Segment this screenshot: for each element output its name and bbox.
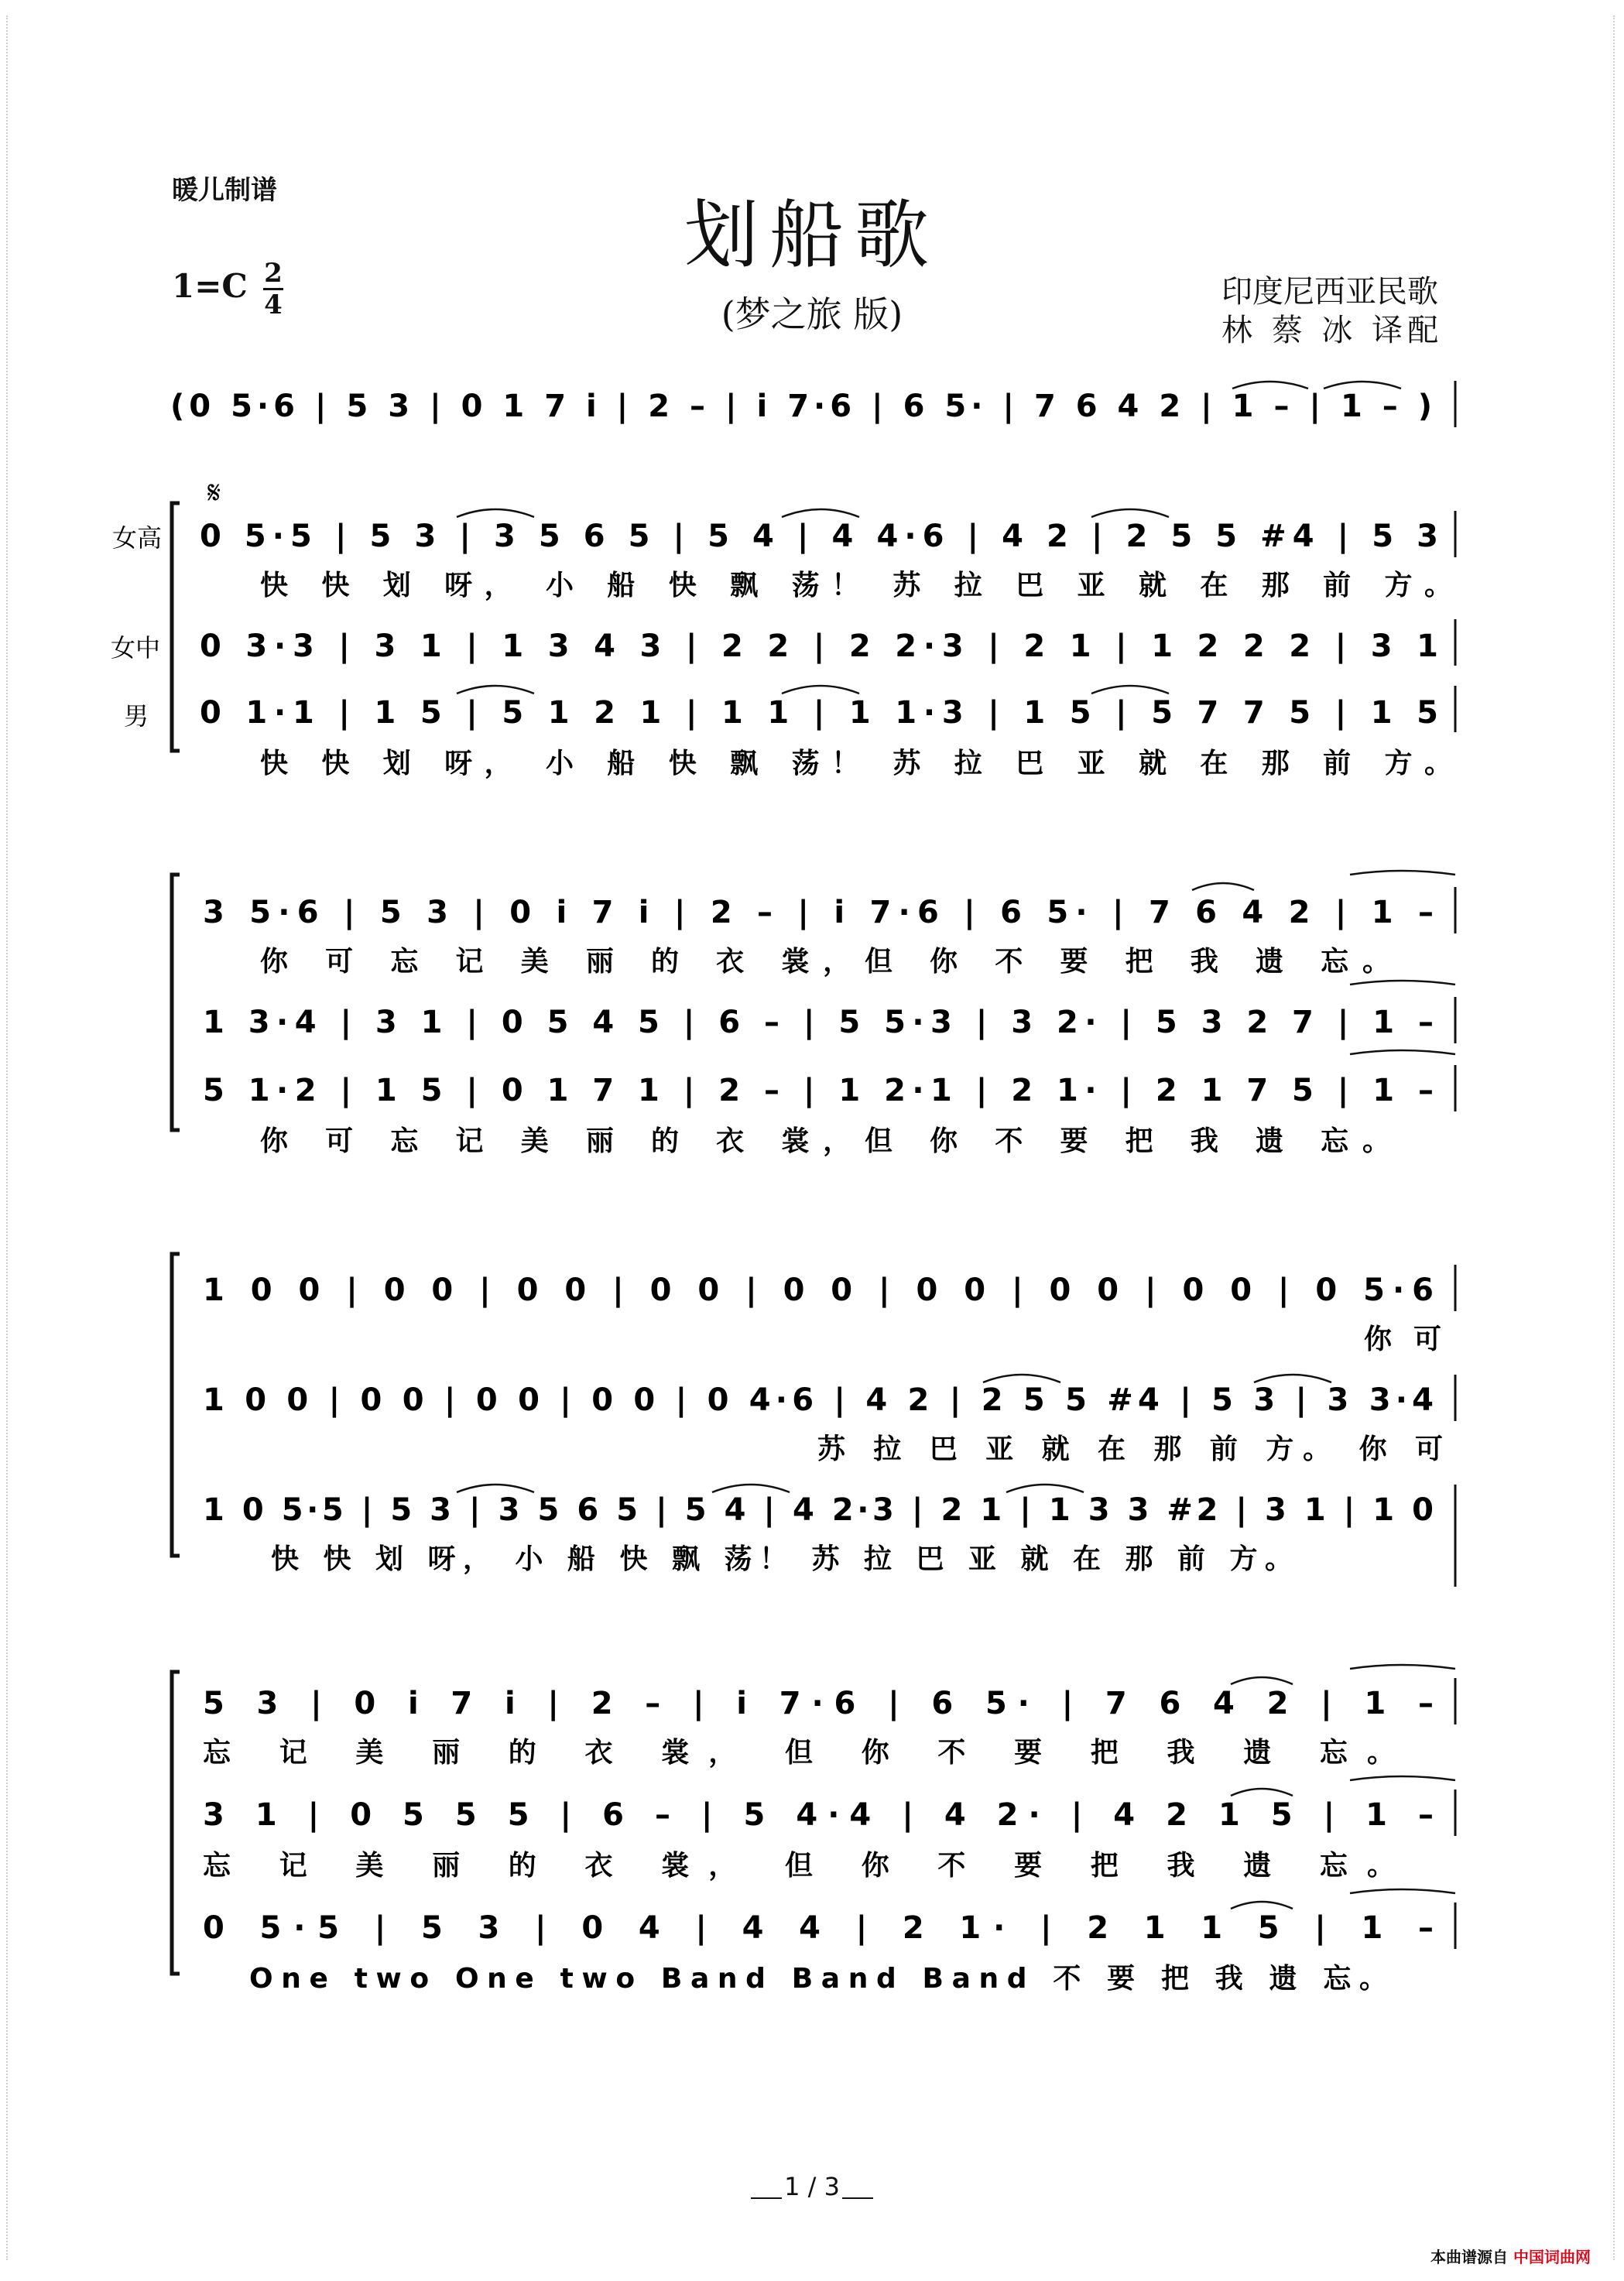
song-subtitle: (梦之旅 版)	[721, 293, 903, 335]
time-signature-top: 2	[264, 258, 283, 289]
sys3-male-lyrics: 快 快 划 呀， 小 船 快 飘 荡！ 苏 拉 巴 亚 就 在 那 前 方。	[271, 1543, 1293, 1575]
part-label-male: 男	[124, 701, 149, 731]
sys4-male-notes: 0 5·5 | 5 3 | 0 4 | 4 4 | 2 1· | 2 1 1 5 | 1 –	[203, 1910, 1434, 1946]
sys2-male-lyrics: 你 可 忘 记 美 丽 的 衣 裳，但 你 不 要 把 我 遗 忘。	[260, 1125, 1391, 1157]
translator-arranger: 林 蔡 冰 译配	[1221, 313, 1444, 348]
system-1	[111, 475, 1455, 779]
sys3-soprano-lyrics: 你 可	[1364, 1324, 1441, 1355]
system-3	[172, 1254, 1455, 1587]
sys4-alto-lyrics: 忘 记 美 丽 的 衣 裳， 但 你 不 要 把 我 遗 忘。	[203, 1850, 1395, 1882]
sys1-male-notes: 0 1·1 | 1 5 | 5 1 2 1 | 1 1 | 1 1·3 | 1 5 | 5 7 7 5 | 1 5	[200, 695, 1439, 731]
transcriber-credit: 暖儿制谱	[172, 175, 277, 206]
sys3-alto-lyrics: 苏 拉 巴 亚 就 在 那 前 方。 你 可	[817, 1433, 1443, 1465]
sys1-male-lyrics: 快 快 划 呀， 小 船 快 飘 荡！ 苏 拉 巴 亚 就 在 那 前 方。	[260, 748, 1452, 779]
sys4-soprano-notes: 5 3 | 0 i 7 i | 2 – | i 7·6 | 6 5· | 7 6 4 2 | 1 –	[203, 1686, 1434, 1721]
part-label-soprano: 女高	[112, 523, 163, 553]
source-credit	[1430, 2245, 1591, 2267]
sys2-soprano-notes: 3 5·6 | 5 3 | 0 i 7 i | 2 – | i 7·6 | 6 5· | 7 6 4 2 | 1 –	[203, 895, 1434, 930]
system-4	[172, 1665, 1455, 1995]
sys4-male-lyrics: One two One two Band Band Band 不 要 把 我 遗 忘。	[249, 1963, 1387, 1995]
segno-sign: 𝄋	[207, 475, 221, 511]
system-intro	[170, 381, 1455, 427]
song-origin: 印度尼西亚民歌	[1221, 274, 1438, 310]
sys1-soprano-lyrics: 快 快 划 呀， 小 船 快 飘 荡！ 苏 拉 巴 亚 就 在 那 前 方。	[260, 570, 1452, 601]
sys3-alto-notes: 1 0 0 | 0 0 | 0 0 | 0 0 | 0 4·6 | 4 2 | 2 5 5 #4 | 5 3 | 3 3·4	[203, 1382, 1434, 1418]
sys2-soprano-lyrics: 你 可 忘 记 美 丽 的 衣 裳，但 你 不 要 把 我 遗 忘。	[260, 946, 1391, 978]
sys4-soprano-lyrics: 忘 记 美 丽 的 衣 裳， 但 你 不 要 把 我 遗 忘。	[203, 1737, 1395, 1769]
sys4-alto-notes: 3 1 | 0 5 5 5 | 6 – | 5 4·4 | 4 2· | 4 2 1 5 | 1 –	[203, 1797, 1434, 1833]
page-number: 1 / 3	[784, 2172, 840, 2201]
sys2-alto-notes: 1 3·4 | 3 1 | 0 5 4 5 | 6 – | 5 5·3 | 3 2· | 5 3 2 7 | 1 –	[203, 1005, 1434, 1040]
sys2-male-notes: 5 1·2 | 1 5 | 0 1 7 1 | 2 – | 1 2·1 | 2 1· | 2 1 7 5 | 1 –	[203, 1073, 1434, 1108]
time-signature-bottom: 4	[264, 289, 283, 320]
sys3-male-notes: 1 0 5·5 | 5 3 | 3 5 6 5 | 5 4 | 4 2·3 | 2 1 | 1 3 3 #2 | 3 1 | 1 0	[203, 1492, 1434, 1528]
intro-line: (0 5·6 | 5 3 | 0 1 7 i | 2 – | i 7·6 | 6 5· | 7 6 4 2 | 1 – | 1 – )	[170, 389, 1432, 424]
part-label-alto: 女中	[111, 633, 161, 663]
source-site-link[interactable]: 中国词曲网	[1513, 2248, 1591, 2266]
sys1-alto-notes: 0 3·3 | 3 1 | 1 3 4 3 | 2 2 | 2 2·3 | 2 1 | 1 2 2 2 | 3 1	[200, 628, 1439, 664]
song-title: 划船歌	[684, 192, 940, 279]
sys1-soprano-notes: 0 5·5 | 5 3 | 3 5 6 5 | 5 4 | 4 4·6 | 4 2 | 2 5 5 #4 | 5 3	[200, 519, 1439, 554]
sys3-soprano-notes: 1 0 0 | 0 0 | 0 0 | 0 0 | 0 0 | 0 0 | 0 0 | 0 0 | 0 5·6	[203, 1272, 1434, 1308]
system-2	[172, 871, 1455, 1157]
source-prefix: 本曲谱源自	[1430, 2248, 1508, 2266]
key-signature: 1=C	[172, 267, 248, 305]
